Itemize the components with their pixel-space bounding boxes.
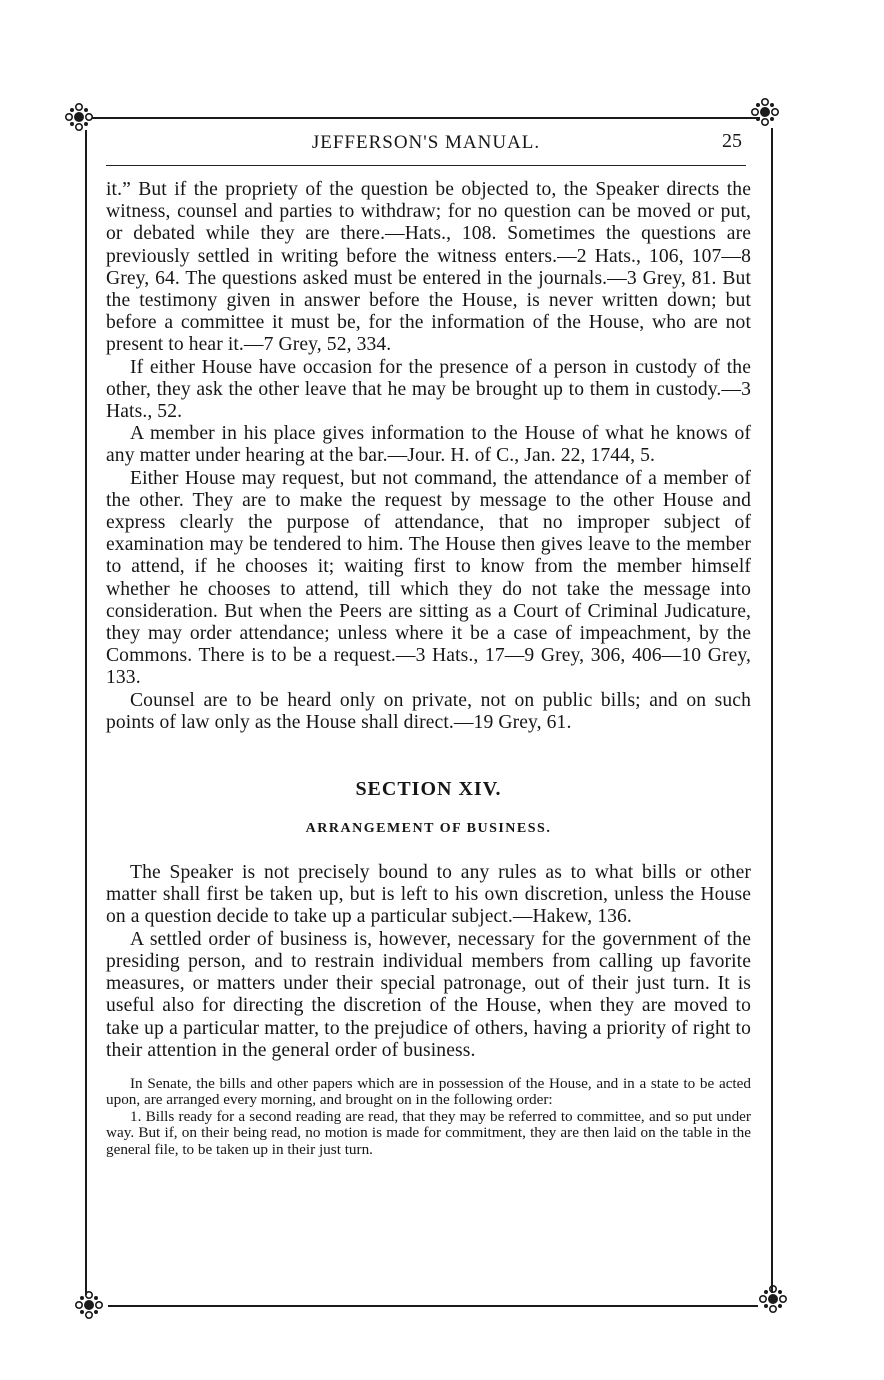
- page-body: [106, 179, 751, 1158]
- frame-top-rule: [92, 117, 760, 119]
- running-title: JEFFERSON'S MANUAL.: [311, 132, 541, 153]
- corner-ornament-icon: [756, 1282, 790, 1316]
- note-paragraph: In Senate, the bills and other papers which are in possession of the House, and in a state to be acted upon, are arranged every morning, and brought on in the following order:: [106, 1074, 751, 1109]
- page-number: 25: [722, 130, 742, 152]
- frame-bottom-rule: [108, 1305, 758, 1307]
- corner-ornament-icon: [62, 100, 96, 134]
- note-paragraph: 1. Bills ready for a second reading are read, that they may be referred to committee, and so put under way. But if, on their being read, no motion is made for commitment, they are then laid on the table in the general file, to be taken up in their just turn.: [106, 1107, 751, 1158]
- body-paragraph: If either House have occasion for the presence of a person in custody of the other, they ask the other leave that he may be brought up to them in custody.—3 Hats., 52.: [106, 356, 751, 423]
- body-paragraph: A member in his place gives information to the House of what he knows of any matter under hearing at the bar.—Jour. H. of C., Jan. 22, 1744, 5.: [106, 423, 751, 467]
- header-rule: [106, 165, 746, 166]
- corner-ornament-icon: [72, 1288, 106, 1322]
- section-paragraph: The Speaker is not precisely bound to any rules as to what bills or other matter shall first be taken up, but is left to his own discretion, unless the House on a question decide to take up a particular subject.—Hakew, 136.: [106, 862, 751, 928]
- corner-ornament-icon: [748, 95, 782, 129]
- body-paragraph: Either House may request, but not command, the attendance of a member of the other. They are to make the request by message to the other House and express clearly the purpose of attendance, that no improper subject of examination may be tendered to him. The House then gives leave to the member to attend, if he chooses it; waiting first to know from the member himself whether he chooses to attend, till which they do not take the message into consideration. But when the Peers are sitting as a Court of Criminal Judicature, they may order attendance; unless where it be a case of impeachment, by the Commons. There is to be a request.—3 Hats., 17—9 Grey, 306, 406—10 Grey, 133.: [106, 467, 751, 689]
- section-title: SECTION XIV.: [355, 778, 502, 801]
- section-paragraph: A settled order of business is, however, necessary for the government of the presiding person, and to restrain individual members from calling up favorite measures, or matters under their special patronage, out of their just turn. It is useful also for directing the discretion of the House, when they are moved to take up a particular matter, to the prejudice of others, having a priority of right to their attention in the general order of business.: [106, 928, 751, 1061]
- body-paragraph: Counsel are to be heard only on private, not on public bills; and on such points of law only as the House shall direct.—19 Grey, 61.: [106, 689, 751, 733]
- frame-left-rule: [85, 130, 87, 1295]
- running-header: [106, 132, 746, 162]
- body-paragraph: it.” But if the propriety of the question be objected to, the Speaker directs the witness, counsel and parties to withdraw; for no question can be moved or put, or debated while they are there.—Hats., 108. Sometimes the questions are previously settled in writing before the witness enters.—2 Hats., 106, 107—8 Grey, 64. The questions asked must be entered in the journals.—3 Grey, 81. But the testimony given in answer before the House, is never written down; but before a committee it must be, for the information of the House, who are not present to hear it.—7 Grey, 52, 334.: [106, 179, 751, 356]
- footnote-block: [106, 1076, 751, 1158]
- section-subtitle: ARRANGEMENT OF BUSINESS.: [305, 821, 552, 837]
- frame-right-rule: [771, 128, 773, 1293]
